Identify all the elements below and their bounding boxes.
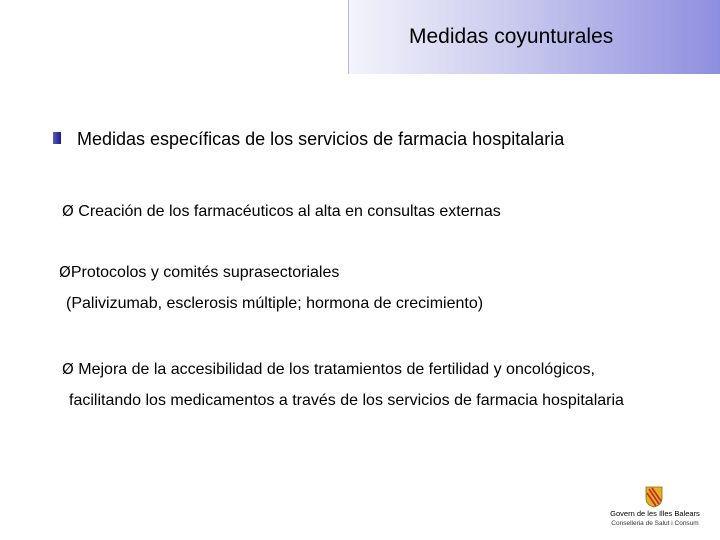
govern-logo xyxy=(596,486,714,532)
logo-name: Govern de les Illes Balears xyxy=(610,509,700,518)
list-item-text: Protocolos y comités suprasectoriales xyxy=(70,264,340,281)
list-item xyxy=(62,202,501,221)
list-item xyxy=(62,360,595,379)
title-banner xyxy=(348,0,720,74)
arrow-bullet-icon: Ø xyxy=(62,360,74,378)
list-item-continuation: facilitando los medicamentos a través de los servicios de farmacia hospitalaria xyxy=(69,392,624,409)
section-heading: Medidas específicas de los servicios de farmacia hospitalaria xyxy=(77,129,565,149)
arrow-bullet-icon: Ø xyxy=(62,202,74,220)
list-item-text: Mejora de la accesibilidad de los tratamientos de fertilidad y oncológicos, xyxy=(78,361,595,378)
arrow-bullet-icon: Ø xyxy=(59,263,71,281)
list-item-text: Creación de los farmacéuticos al alta en consultas externas xyxy=(78,203,501,220)
square-bullet-icon xyxy=(53,132,61,144)
list-item-continuation: (Palivizumab, esclerosis múltiple; hormona de crecimiento) xyxy=(66,295,484,312)
balearic-crest-icon xyxy=(644,486,664,508)
page-title: Medidas coyunturales xyxy=(409,25,614,48)
list-item xyxy=(59,263,339,282)
logo-department: Conselleria de Salut i Consum xyxy=(611,520,699,527)
